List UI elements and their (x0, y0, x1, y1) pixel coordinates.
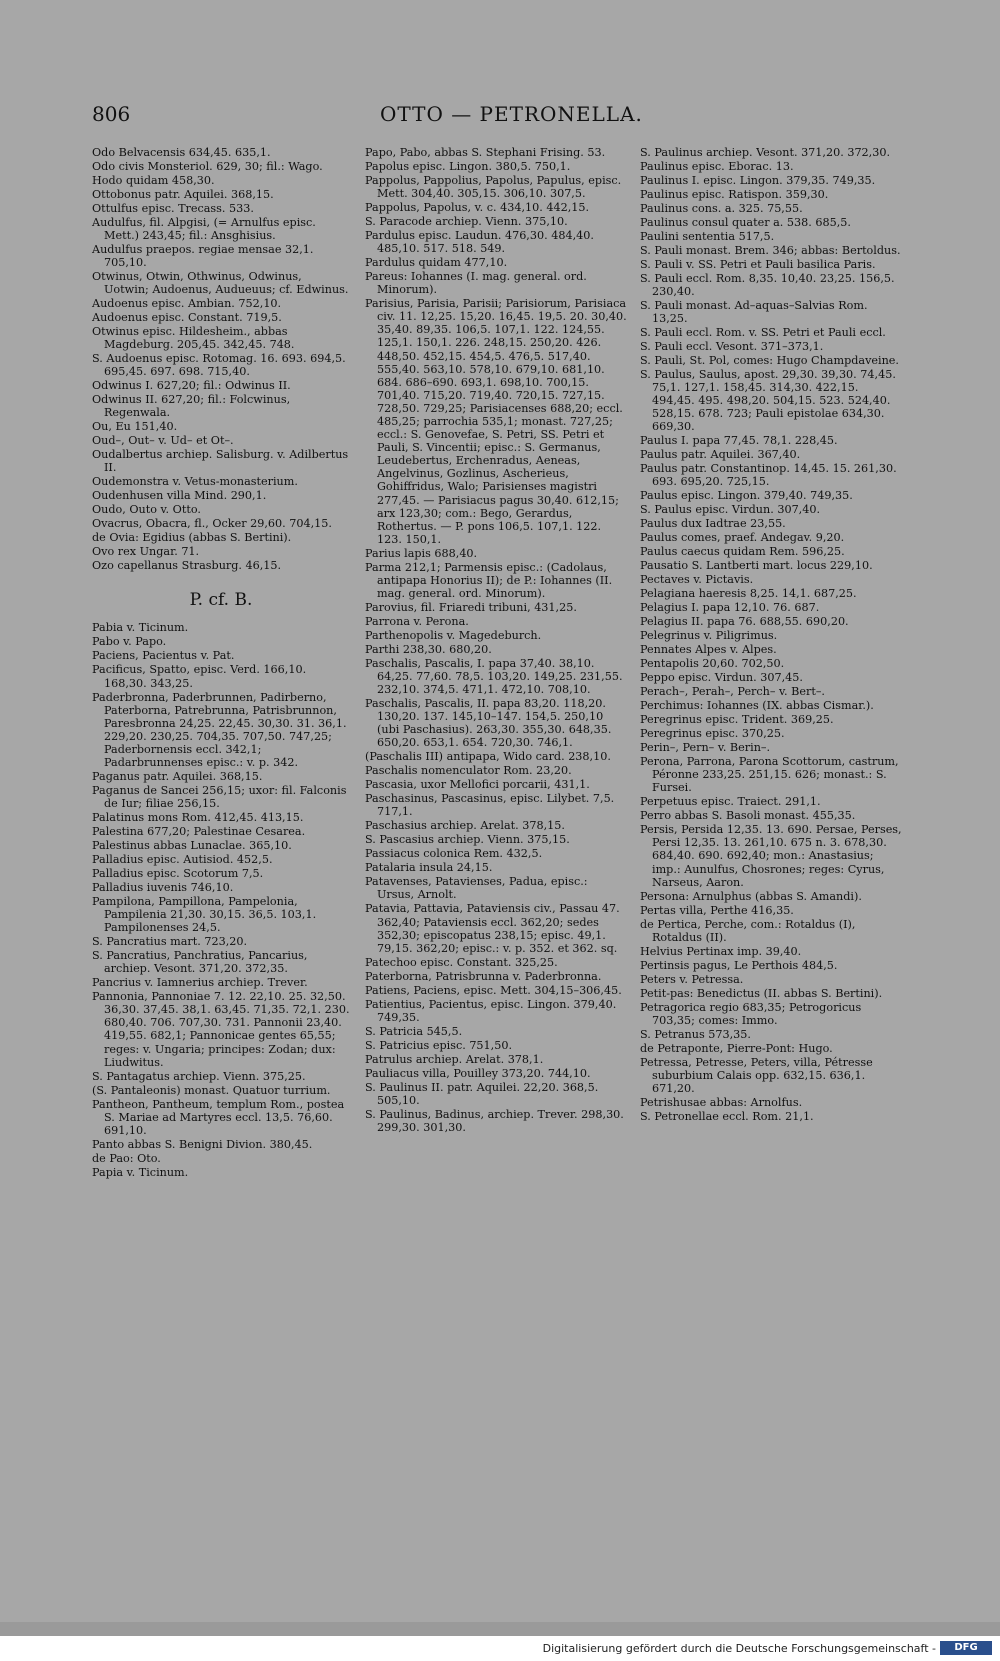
index-entry: S. Pauli eccl. Rom. v. SS. Petri et Pauli eccl. (640, 326, 886, 340)
index-entry: Oudalbertus archiep. Salisburg. v. Adilbertus II. (92, 448, 349, 475)
index-entry: Pancrius v. Iamnerius archiep. Trever. (92, 976, 308, 990)
index-entry: Perchimus: Iohannes (IX. abbas Cismar.). (640, 699, 874, 713)
index-entry: Pectaves v. Pictavis. (640, 573, 754, 587)
index-entry: Ozo capellanus Strasburg. 46,15. (92, 559, 282, 573)
index-entry: Palladius iuvenis 746,10. (92, 880, 234, 894)
index-entry: Pappolus, Pappolius, Papolus, Papulus, episc. Mett. 304,40. 305,15. 306,10. 307,5. (365, 173, 622, 201)
index-entry: Pascasia, uxor Mellofici porcarii, 431,1. (365, 778, 590, 792)
index-entry: Paschalis nomenculator Rom. 23,20. (365, 764, 572, 778)
index-entry: Pennates Alpes v. Alpes. (640, 643, 777, 657)
index-entry: Peters v. Petressa. (640, 972, 744, 986)
index-entry: Palestina 677,20; Palestinae Cesarea. (92, 825, 306, 839)
index-entry: S. Petranus 573,35. (640, 1027, 751, 1041)
index-entry: S. Patricia 545,5. (365, 1024, 463, 1038)
index-entry: Parovius, fil. Friaredi tribuni, 431,25. (365, 600, 577, 614)
index-entry: Audoenus episc. Constant. 719,5. (92, 311, 282, 325)
index-entry: Perach–, Perah–, Perch– v. Bert–. (640, 685, 825, 699)
index-entry: Paulus patr. Aquilei. 367,40. (640, 448, 801, 462)
index-entry: S. Pauli eccl. Rom. 8,35. 10,40. 23,25. 156,5. 230,40. (640, 271, 895, 298)
index-entry: Oudo, Outo v. Otto. (92, 503, 201, 517)
index-entry: Pareus: Iohannes (I. mag. general. ord. Minorum). (365, 270, 587, 297)
index-entry: Ovacrus, Obacra, fl., Ocker 29,60. 704,15. (92, 517, 332, 531)
index-entry: de Petraponte, Pierre-Pont: Hugo. (640, 1041, 833, 1055)
page-number: 806 (92, 102, 131, 126)
index-entry: Panto abbas S. Benigni Divion. 380,45. (92, 1137, 313, 1151)
index-entry: S. Pancratius mart. 723,20. (92, 935, 248, 949)
index-entry: Palladius episc. Scotorum 7,5. (92, 866, 264, 880)
index-entry: Perin–, Pern– v. Berin–. (640, 741, 771, 755)
index-entry: S. Audoenus episc. Rotomag. 16. 693. 694,5. 695,45. 697. 698. 715,40. (92, 352, 346, 379)
index-entry: Patechoo episc. Constant. 325,25. (365, 955, 558, 969)
index-entry: Parma 212,1; Parmensis episc.: (Cadolaus, antipapa Honorius II); de P.: Iohannes (II. mag. general. ord. Minorum). (365, 560, 613, 600)
index-entry: S. Paulinus II. patr. Aquilei. 22,20. 368,5. 505,10. (365, 1080, 599, 1107)
index-entry: Pabo v. Papo. (92, 635, 167, 649)
index-entry: Parius lapis 688,40. (365, 546, 478, 560)
index-entry: Hodo quidam 458,30. (92, 173, 215, 187)
index-entry: Paschalis, Pascalis, II. papa 83,20. 118,20. 130,20. 137. 145,10–147. 154,5. 250,10 (ubi Paschasius). 263,30. 355,30. 648,35. 650,20. 653,1. 654. 720,30. 746,1. (365, 697, 612, 750)
index-entry: Ottobonus patr. Aquilei. 368,15. (92, 187, 274, 201)
index-entry: S. Petronellae eccl. Rom. 21,1. (640, 1109, 814, 1123)
index-entry: Paulus caecus quidam Rem. 596,25. (640, 545, 845, 559)
index-entry: Palestinus abbas Lunaclae. 365,10. (92, 839, 292, 852)
index-entry: Pelagiana haeresis 8,25. 14,1. 687,25. (640, 587, 857, 601)
index-entry: S. Pauli eccl. Vesont. 371–373,1. (640, 340, 824, 353)
index-entry: Paulinus consul quater a. 538. 685,5. (640, 215, 851, 229)
index-entry: Paschasius archiep. Arelat. 378,15. (365, 819, 565, 833)
index-entry: Otwinus, Otwin, Othwinus, Odwinus, Uotwin; Audoenus, Audueuus; cf. Edwinus. (92, 270, 349, 297)
index-entry: Perro abbas S. Basoli monast. 455,35. (640, 809, 856, 823)
index-entry: Paganus patr. Aquilei. 368,15. (92, 769, 263, 783)
funding-notice: Digitalisierung gefördert durch die Deutsche Forschungsgemeinschaft - (542, 1642, 936, 1655)
index-entry: S. Pancratius, Panchratius, Pancarius, archiep. Vesont. 371,20. 372,35. (92, 949, 308, 976)
index-entry: Paulus episc. Lingon. 379,40. 749,35. (640, 489, 853, 503)
index-entry: Petressa, Petresse, Peters, villa, Pétresse suburbium Calais opp. 632,15. 636,1. 671,20. (640, 1055, 873, 1095)
index-entry: Ovo rex Ungar. 71. (92, 545, 200, 559)
index-entry: Perona, Parrona, Parona Scottorum, castrum, Péronne 233,25. 251,15. 626; monast.: S. Fursei. (640, 755, 899, 795)
index-entry: S. Patricius episc. 751,50. (365, 1038, 513, 1052)
index-entry: Peregrinus episc. Trident. 369,25. (640, 713, 834, 727)
index-entry: Ou, Eu 151,40. (92, 420, 178, 434)
index-entry: Audoenus episc. Ambian. 752,10. (92, 297, 282, 311)
index-entry: Paderbronna, Paderbrunnen, Padirberno, Paterborna, Patrebrunna, Patrisbrunnon, Paresbronna 24,25. 22,45. 30,30. 31. 36,1. 229,20. 230,25. 704,35. 707,50. 747,25; Paderbornensis eccl. 342,1; Padarbrunnenses episc.: v. p. 342. (92, 690, 347, 769)
index-entry: Peregrinus episc. 370,25. (640, 727, 785, 741)
index-entry: Oudemonstra v. Vetus-monasterium. (92, 475, 298, 489)
index-entry: Paulinus I. episc. Lingon. 379,35. 749,35. (640, 173, 876, 187)
index-entry: Pannonia, Pannoniae 7. 12. 22,10. 25. 32,50. 36,30. 37,45. 38,1. 63,45. 71,35. 72,1. 230. 680,40. 706. 707,30. 731. Pannonii 23,40. 419,55. 682,1; Pannonicae gentes 65,55; reges: v. Ungaria; principes: Zodan; dux: Liudwitus. (92, 990, 350, 1069)
index-entry: Paterborna, Patrisbrunna v. Paderbronna. (365, 969, 602, 983)
index-entry: Pampilona, Pampillona, Pampelonia, Pampilenia 21,30. 30,15. 36,5. 103,1. Pampilonenses 24,5. (92, 894, 317, 935)
index-entry: Parthenopolis v. Magedeburch. (365, 628, 542, 642)
index-entry: Pertas villa, Perthe 416,35. (640, 903, 794, 917)
index-entry: Petrishusae abbas: Arnolfus. (640, 1095, 803, 1109)
index-entry: Patiens, Paciens, episc. Mett. 304,15–306,45. (365, 983, 622, 997)
index-entry: Paulus patr. Constantinop. 14,45. 15. 261,30. 693. 695,20. 725,15. (640, 462, 897, 489)
index-entry: Paschalis, Pascalis, I. papa 37,40. 38,10. 64,25. 77,60. 78,5. 103,20. 149,25. 231,55. 232,10. 374,5. 471,1. 472,10. 708,10. (365, 656, 623, 697)
index-entry: Pabia v. Ticinum. (92, 621, 189, 635)
index-entry: Pappolus, Papolus, v. c. 434,10. 442,15. (365, 201, 590, 215)
index-entry: Pausatio S. Lantberti mart. locus 229,10. (640, 559, 873, 573)
index-entry: Pardulus episc. Laudun. 476,30. 484,40. 485,10. 517. 518. 549. (365, 229, 594, 256)
index-entry: Helvius Pertinax imp. 39,40. (640, 944, 802, 958)
index-column-3 (640, 146, 902, 1124)
index-entry: Oud–, Out– v. Ud– et Ot–. (92, 434, 234, 448)
index-entry: S. Pauli, St. Pol, comes: Hugo Champdaveine. (640, 353, 899, 367)
index-entry: Patrulus archiep. Arelat. 378,1. (365, 1052, 544, 1066)
footer-bar (0, 1636, 1000, 1661)
dfg-logo: DFG (940, 1641, 992, 1655)
index-entry: (S. Pantaleonis) monast. Quatuor turrium. (92, 1083, 331, 1097)
index-entry: S. Paulinus archiep. Vesont. 371,20. 372,30. (640, 146, 891, 159)
page-title: OTTO — PETRONELLA. (380, 102, 643, 126)
index-entry: Patalaria insula 24,15. (365, 861, 493, 875)
index-entry: Perpetuus episc. Traiect. 291,1. (640, 795, 821, 809)
index-entry: Papia v. Ticinum. (92, 1165, 189, 1179)
index-entry: Pentapolis 20,60. 702,50. (640, 657, 785, 671)
section-heading: P. cf. B. (189, 590, 253, 611)
index-entry: S. Pauli monast. Brem. 346; abbas: Bertoldus. (640, 243, 901, 257)
index-entry: Paulinus episc. Eborac. 13. (640, 159, 794, 173)
index-entry: Persona: Arnulphus (abbas S. Amandi). (640, 889, 862, 903)
index-entry: Parthi 238,30. 680,20. (365, 642, 492, 656)
index-entry: Odo civis Monsteriol. 629, 30; fil.: Wago. (92, 159, 323, 173)
index-entry: S. Pantagatus archiep. Vienn. 375,25. (92, 1069, 306, 1083)
index-entry: Oudenhusen villa Mind. 290,1. (92, 489, 267, 503)
index-entry: Paulus I. papa 77,45. 78,1. 228,45. (640, 434, 838, 448)
index-entry: Peppo episc. Virdun. 307,45. (640, 671, 803, 685)
index-entry: S. Pauli v. SS. Petri et Pauli basilica Paris. (640, 257, 876, 271)
index-entry: Otwinus episc. Hildesheim., abbas Magdeburg. 205,45. 342,45. 748. (92, 325, 295, 352)
index-entry: Pertinsis pagus, Le Perthois 484,5. (640, 958, 838, 972)
index-entry: Papo, Pabo, abbas S. Stephani Frising. 53. (365, 146, 606, 159)
index-entry: Audulfus, fil. Alpgisi, (= Arnulfus episc. Mett.) 243,45; fil.: Ansghisius. (92, 215, 316, 243)
index-entry: Papolus episc. Lingon. 380,5. 750,1. (365, 159, 571, 173)
index-entry: Pelagius II. papa 76. 688,55. 690,20. (640, 615, 849, 629)
index-entry: Paulinus episc. Ratispon. 359,30. (640, 187, 829, 201)
index-column-2 (365, 146, 627, 1135)
index-entry: Patientius, Pacientus, episc. Lingon. 379,40. 749,35. (365, 997, 617, 1024)
index-entry: Odwinus I. 627,20; fil.: Odwinus II. (92, 379, 291, 393)
index-entry: Odo Belvacensis 634,45. 635,1. (92, 146, 271, 159)
index-entry: Persis, Persida 12,35. 13. 690. Persae, Perses, Persi 12,35. 13. 261,10. 675 n. 3. 678,30. 684,40. 690. 692,40; mon.: Anastasius; imp.: Aunulfus, Chosrones; reges: Cyrus, Narseus, Aaron. (640, 823, 902, 889)
index-entry: Paganus de Sancei 256,15; uxor: fil. Falconis de Iur; filiae 256,15. (92, 783, 347, 811)
index-entry: Paschasinus, Pascasinus, episc. Lilybet. 7,5. 717,1. (365, 792, 615, 819)
index-entry: S. Paulus episc. Virdun. 307,40. (640, 503, 821, 517)
index-entry: Paulinus cons. a. 325. 75,55. (640, 201, 803, 215)
index-entry: S. Paracode archiep. Vienn. 375,10. (365, 215, 568, 229)
index-entry: Petragorica regio 683,35; Petrogoricus 703,35; comes: Immo. (640, 1000, 862, 1027)
index-entry: Pacificus, Spatto, episc. Verd. 166,10. 168,30. 343,25. (92, 663, 307, 690)
index-entry: S. Paulus, Saulus, apost. 29,30. 39,30. 74,45. 75,1. 127,1. 158,45. 314,30. 422,15. 494,45. 495. 498,20. 504,15. 523. 524,40. 528,15. 678. 723; Pauli epistolae 634,30. 669,30. (640, 367, 896, 434)
index-entry: Pelagius I. papa 12,10. 76. 687. (640, 601, 820, 615)
index-entry: Pardulus quidam 477,10. (365, 256, 508, 270)
index-entry: Patavenses, Patavienses, Padua, episc.: Ursus, Arnolt. (365, 875, 588, 902)
index-entry: (Paschalis III) antipapa, Wido card. 238,10. (365, 750, 611, 764)
index-entry: Palladius episc. Autisiod. 452,5. (92, 852, 273, 866)
index-column-1 (92, 146, 350, 1180)
index-entry: de Ovia: Egidius (abbas S. Bertini). (92, 531, 292, 545)
index-entry: Passiacus colonica Rem. 432,5. (365, 847, 543, 861)
index-entry: Palatinus mons Rom. 412,45. 413,15. (92, 811, 304, 825)
index-entry: Audulfus praepos. regiae mensae 32,1. 705,10. (92, 243, 314, 270)
index-entry: S. Pascasius archiep. Vienn. 375,15. (365, 833, 570, 847)
index-entry: S. Paulinus, Badinus, archiep. Trever. 298,30. 299,30. 301,30. (365, 1107, 624, 1134)
index-entry: Paulus dux Iadtrae 23,55. (640, 517, 786, 531)
index-entry: Odwinus II. 627,20; fil.: Folcwinus, Regenwala. (92, 393, 291, 420)
index-entry: Paciens, Pacientus v. Pat. (92, 649, 235, 663)
index-entry: de Pao: Oto. (92, 1151, 161, 1165)
index-entry: Parisius, Parisia, Parisii; Parisiorum, Parisiaca civ. 11. 12,25. 15,20. 16,45. 19,5. 20. 30,40. 35,40. 89,35. 106,5. 107,1. 122. 124,55. 125,1. 150,1. 226. 248,15. 250,20. 426. 448,50. 452,15. 454,5. 476,5. 517,40. 555,40. 563,10. 578,10. 679,10. 681,10. 684. 686–690. 693,1. 698,10. 700,15. 701,40. 715,20. 719,40. 720,15. 727,15. 728,50. 729,25; Parisiacenses 688,20; eccl. 485,25; parrochia 535,1; monast. 727,25; eccl.: S. Genovefae, S. Petri, SS. Petri et Pauli, S. Vincentii; episc.: S. Germanus, Leudebertus, Erchenradus, Aeneas, Angelvinus, Gozlinus, Ascherieus, Gohiffridus, Walo; Parisienses magistri 277,45. — Parisiacus pagus 30,40. 612,15; arx 123,30; com.: Bego, Gerardus, Rothertus. — P. pons 106,5. 107,1. 122. 123. 150,1. (365, 297, 627, 546)
index-entry: Paulini sententia 517,5. (640, 229, 775, 243)
index-entry: de Pertica, Perche, com.: Rotaldus (I), Rotaldus (II). (640, 917, 856, 944)
index-entry: Paulus comes, praef. Andegav. 9,20. (640, 531, 845, 545)
index-entry: S. Pauli monast. Ad–aquas–Salvias Rom. 13,25. (640, 298, 868, 326)
index-entry: Pauliacus villa, Pouilley 373,20. 744,10. (365, 1066, 591, 1080)
index-entry: Petit-pas: Benedictus (II. abbas S. Bertini). (640, 986, 883, 1000)
index-entry: Ottulfus episc. Trecass. 533. (92, 201, 254, 215)
index-entry: Pantheon, Pantheum, templum Rom., postea S. Mariae ad Martyres eccl. 13,5. 76,60. 691,10. (92, 1097, 345, 1137)
index-entry: Parrona v. Perona. (365, 614, 469, 628)
index-entry: Patavia, Pattavia, Pataviensis civ., Passau 47. 362,40; Pataviensis eccl. 362,20; sedes 352,30; episcopatus 238,15; episc. 49,1. 79,15. 362,20; episc.: v. p. 352. et 362. sq. (365, 902, 620, 955)
index-entry: Pelegrinus v. Piligrimus. (640, 629, 778, 643)
